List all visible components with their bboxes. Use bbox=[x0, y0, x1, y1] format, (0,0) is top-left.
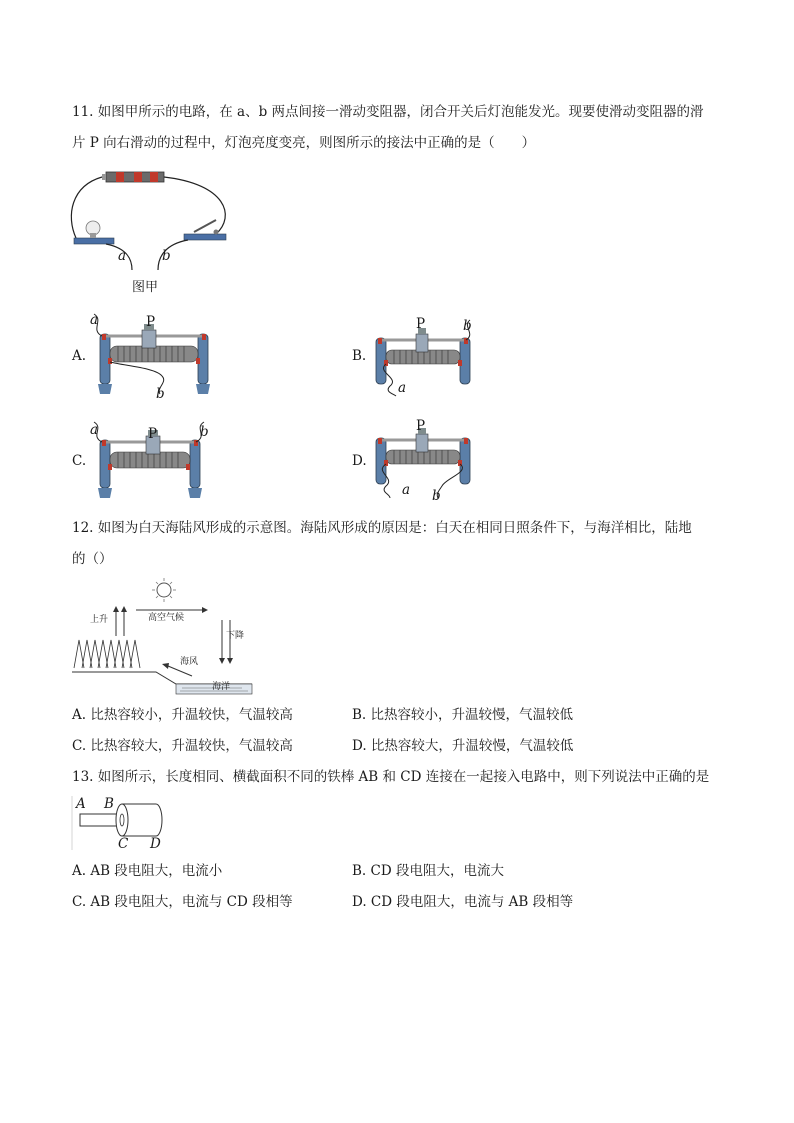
lamp-icon bbox=[74, 221, 114, 244]
q11-text-line2: 片 P 向右滑动的过程中，灯泡亮度变亮，则图所示的接法中正确的是（ ） bbox=[72, 135, 536, 151]
q13-option-a: A. AB 段电阻大，电流小 bbox=[72, 863, 223, 879]
rheostat-c-wire-top-left: a bbox=[90, 422, 99, 438]
q11-option-b-letter: B. bbox=[352, 348, 367, 364]
q12-text-line1: 12. 如图为白天海陆风形成的示意图。海陆风形成的原因是：白天在相同日照条件下，与海洋相比，陆地 bbox=[72, 520, 692, 536]
sun-icon bbox=[152, 578, 176, 602]
circuit-figure bbox=[66, 166, 236, 276]
rheostat-a-wire-bottom: b bbox=[156, 386, 165, 402]
q11-option-d-letter: D. bbox=[352, 453, 367, 469]
rheostat-d-icon bbox=[366, 420, 486, 504]
upper-air-label: 高空气候 bbox=[148, 613, 185, 623]
q12-option-a: A. 比热容较小，升温较快，气温较高 bbox=[72, 707, 293, 723]
q13-option-d: D. CD 段电阻大，电流与 AB 段相等 bbox=[352, 894, 574, 910]
rheostat-d-slider-label: P bbox=[416, 418, 426, 434]
rheostat-a-wire-top: a bbox=[90, 312, 99, 328]
battery-icon bbox=[102, 172, 164, 182]
rise-label: 上升 bbox=[90, 615, 109, 625]
sea-breeze-label: 海风 bbox=[180, 657, 199, 667]
rheostat-c-slider-label: P bbox=[148, 426, 158, 442]
wire-label-a: a bbox=[118, 248, 127, 264]
q13-option-b: B. CD 段电阻大，电流大 bbox=[352, 863, 504, 879]
rod-label-a: A bbox=[76, 796, 86, 812]
q12-option-b: B. 比热容较小，升温较慢，气温较低 bbox=[352, 707, 574, 723]
rheostat-b-wire-top: b bbox=[463, 318, 472, 334]
descend-label: 下降 bbox=[226, 631, 245, 641]
rod-label-c: C bbox=[118, 836, 129, 852]
q11-option-c-letter: C. bbox=[72, 453, 87, 469]
figure-caption: 图甲 bbox=[132, 280, 159, 295]
rod-label-b: B bbox=[104, 796, 114, 812]
rheostat-b-wire-bottom: a bbox=[398, 380, 407, 396]
wire-label-b: b bbox=[162, 248, 171, 264]
q13-option-c: C. AB 段电阻大，电流与 CD 段相等 bbox=[72, 894, 293, 910]
rheostat-b-slider-label: P bbox=[416, 316, 426, 332]
q13-text-line1: 13. 如图所示，长度相同、横截面积不同的铁棒 AB 和 CD 连接在一起接入电路中，则下列说法中正确的是 bbox=[72, 769, 710, 785]
q12-text-line2: 的（） bbox=[72, 551, 113, 567]
rheostat-d-wire-bottom-right: b bbox=[432, 488, 441, 504]
q12-option-d: D. 比热容较大，升温较慢，气温较低 bbox=[352, 738, 574, 754]
ocean-label: 海洋 bbox=[212, 682, 231, 692]
q11-text-line1: 11. 如图甲所示的电路，在 a、b 两点间接一滑动变阻器，闭合开关后灯泡能发光。现要使滑动变阻器的滑 bbox=[72, 104, 704, 120]
rod-label-d: D bbox=[150, 836, 161, 852]
q12-option-c: C. 比热容较大，升温较快，气温较高 bbox=[72, 738, 293, 754]
sea-land-breeze-diagram bbox=[72, 576, 252, 698]
rheostat-a-slider-label: P bbox=[146, 314, 156, 330]
q11-option-a-letter: A. bbox=[72, 348, 87, 364]
rheostat-d-wire-bottom-left: a bbox=[402, 482, 411, 498]
rheostat-c-wire-top-right: b bbox=[200, 424, 209, 440]
